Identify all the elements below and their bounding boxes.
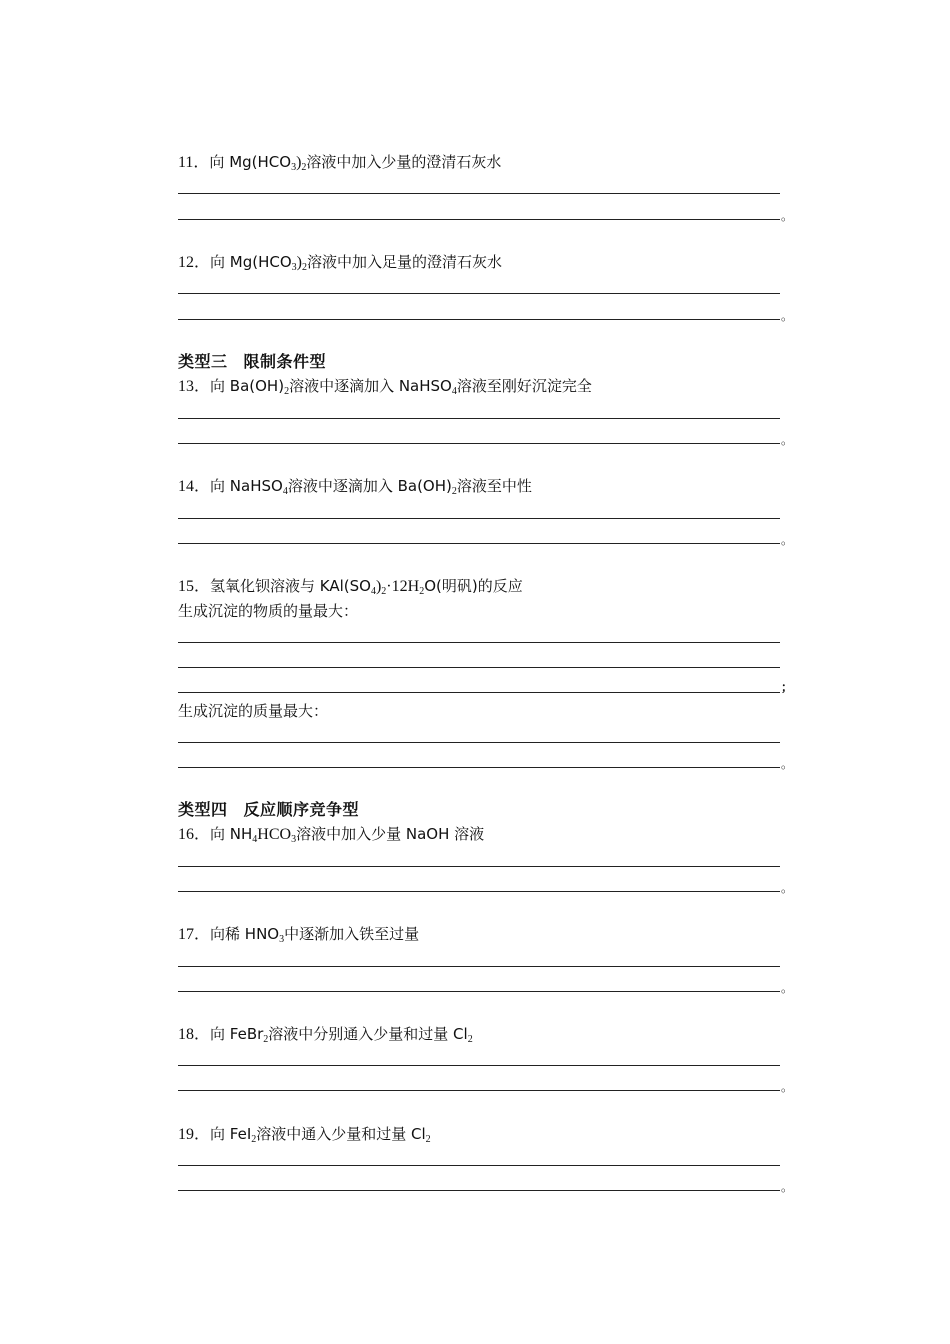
answer-line[interactable] — [178, 966, 780, 967]
question-13: 13．向 Ba(OH)2溶液中逐滴加入 NaHSO4溶液至刚好沉淀完全 — [178, 377, 592, 397]
answer-line[interactable] — [178, 1065, 780, 1066]
question-16: 16．向 NH4HCO3溶液中加入少量 NaOH 溶液 — [178, 825, 485, 845]
answer-line[interactable] — [178, 866, 780, 867]
section-heading-3: 类型三 限制条件型 — [178, 352, 327, 371]
answer-line[interactable] — [178, 543, 780, 544]
end-mark: 。 — [781, 433, 794, 447]
answer-line[interactable] — [178, 1165, 780, 1166]
answer-line[interactable] — [178, 1190, 780, 1191]
question-14: 14．向 NaHSO4溶液中逐滴加入 Ba(OH)2溶液至中性 — [178, 477, 532, 497]
end-mark: 。 — [781, 881, 794, 895]
answer-line[interactable] — [178, 767, 780, 768]
answer-line[interactable] — [178, 319, 780, 320]
end-mark: 。 — [781, 1080, 794, 1094]
answer-line[interactable] — [178, 293, 780, 294]
answer-line[interactable] — [178, 193, 780, 194]
question-11: 11．向 Mg(HCO3)2溶液中加入少量的澄清石灰水 — [178, 153, 502, 173]
answer-line[interactable] — [178, 219, 780, 220]
answer-line[interactable] — [178, 1090, 780, 1091]
question-17: 17．向稀 HNO3中逐渐加入铁至过量 — [178, 925, 420, 945]
answer-line[interactable] — [178, 742, 780, 743]
end-mark: 。 — [781, 757, 794, 771]
answer-line[interactable] — [178, 667, 780, 668]
question-15-part-2: 生成沉淀的质量最大： — [178, 702, 329, 720]
end-mark: 。 — [781, 533, 794, 547]
end-mark: 。 — [781, 1180, 794, 1194]
end-mark: 。 — [781, 309, 794, 323]
answer-line[interactable] — [178, 418, 780, 419]
question-18: 18．向 FeBr2溶液中分别通入少量和过量 Cl2 — [178, 1025, 473, 1045]
question-19: 19．向 FeI2溶液中通入少量和过量 Cl2 — [178, 1125, 431, 1145]
end-mark: 。 — [781, 981, 794, 995]
end-mark: ； — [781, 680, 794, 694]
answer-line[interactable] — [178, 991, 780, 992]
answer-line[interactable] — [178, 518, 780, 519]
end-mark: 。 — [781, 209, 794, 223]
answer-line[interactable] — [178, 692, 780, 693]
answer-line[interactable] — [178, 891, 780, 892]
question-15-part-1: 生成沉淀的物质的量最大： — [178, 602, 359, 620]
answer-line[interactable] — [178, 642, 780, 643]
section-heading-4: 类型四 反应顺序竞争型 — [178, 800, 360, 819]
question-15: 15．氢氧化钡溶液与 KAl(SO4)2·12H2O(明矾)的反应 — [178, 577, 523, 597]
question-12: 12．向 Mg(HCO3)2溶液中加入足量的澄清石灰水 — [178, 253, 503, 273]
answer-line[interactable] — [178, 443, 780, 444]
